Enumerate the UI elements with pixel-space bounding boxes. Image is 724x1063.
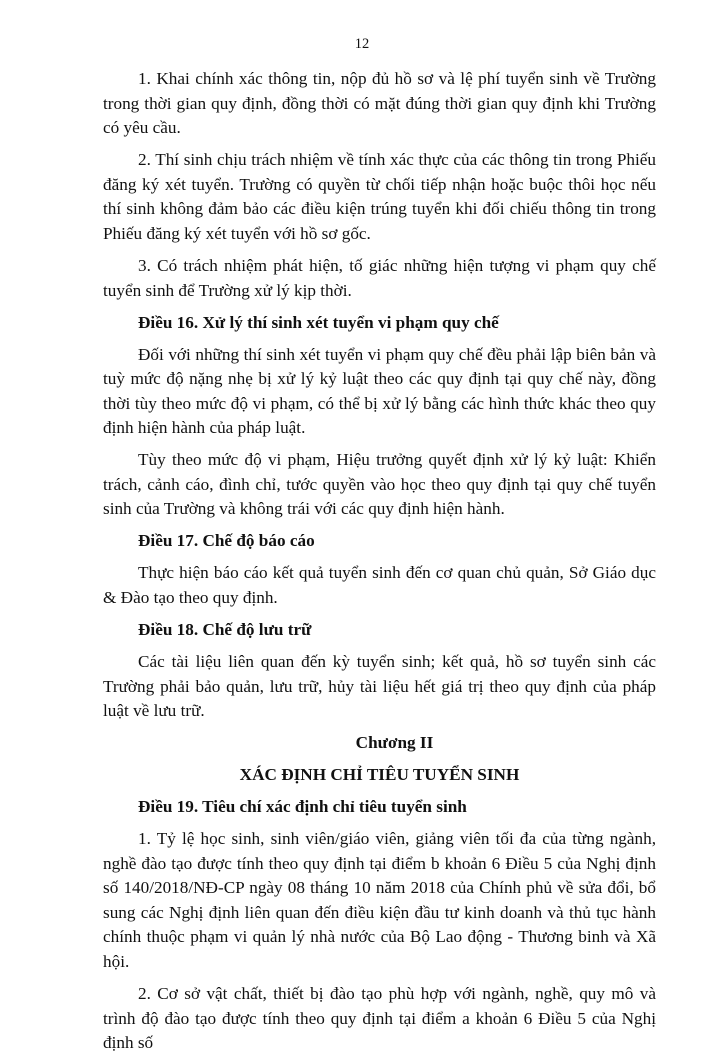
chapter-heading: Chương II: [355, 733, 434, 753]
article-16-paragraph-2: Tùy theo mức độ vi phạm, Hiệu trưởng quyết định xử lý kỷ luật: Khiển trách, cảnh cáo, đình chỉ, tước quyền vào học theo quy định tại quy chế tuyển sinh của Trường và không trái với các quy định hiện hành.: [103, 450, 656, 519]
paragraph-3-report-violations: 3. Có trách nhiệm phát hiện, tố giác những hiện tượng vi phạm quy chế tuyển sinh để Trường xử lý kịp thời.: [103, 255, 656, 300]
article-18-heading: Điều 18. Chế độ lưu trữ: [138, 620, 312, 639]
article-17-paragraph: Thực hiện báo cáo kết quả tuyển sinh đến cơ quan chủ quản, Sở Giáo dục & Đào tạo theo quy định.: [103, 563, 656, 608]
paragraph-2-candidate-responsibility: 2. Thí sinh chịu trách nhiệm về tính xác thực của các thông tin trong Phiếu đăng ký xét tuyển. Trường có quyền từ chối tiếp nhận hoặc buộc thôi học nếu thí sinh không đảm bảo các điều kiện trúng tuyển khi đối chiếu thông tin trong Phiếu đăng ký xét tuyển với hồ sơ gốc.: [103, 150, 656, 243]
article-17-heading: Điều 17. Chế độ báo cáo: [138, 531, 315, 551]
article-19-paragraph-1: 1. Tỷ lệ học sinh, sinh viên/giáo viên, giảng viên tối đa của từng ngành, nghề đào tạo được tính theo quy định tại điểm b khoản 6 Điều 5 của Nghị định số 140/2018/NĐ-CP ngày 08 tháng 10 năm 2018 của Chính phủ về sửa đổi, bổ sung các Nghị định liên quan đến điều kiện đầu tư kinh doanh và thủ tục hành chính thuộc phạm vi quản lý nhà nước của Bộ Lao động - Thương binh và Xã hội.: [103, 829, 656, 972]
article-18-paragraph: Các tài liệu liên quan đến kỳ tuyển sinh; kết quả, hồ sơ tuyển sinh các Trường phải bảo quản, lưu trữ, hủy tài liệu hết giá trị theo quy định của pháp luật về lưu trữ.: [103, 651, 656, 721]
paragraph-1-accurate-info: 1. Khai chính xác thông tin, nộp đủ hồ sơ và lệ phí tuyển sinh về Trường trong thời gian quy định, đồng thời có mặt đúng thời gian quy định khi Trường có yêu cầu.: [103, 69, 656, 138]
article-16-heading: Điều 16. Xử lý thí sinh xét tuyển vi phạm quy chế: [138, 312, 499, 332]
article-16-paragraph-1: Đối với những thí sinh xét tuyển vi phạm quy chế đều phải lập biên bản và tuỳ mức độ nặng nhẹ bị xử lý kỷ luật theo các quy định tại quy chế này, đồng thời tùy theo mức độ vi phạm, có thể bị xử lý bằng các hình thức khác theo quy định hiện hành của pháp luật.: [103, 344, 656, 438]
article-19-heading: Điều 19. Tiêu chí xác định chỉ tiêu tuyển sinh: [138, 797, 467, 817]
document-body: [103, 67, 656, 1063]
article-19-paragraph-2: 2. Cơ sở vật chất, thiết bị đào tạo phù hợp với ngành, nghề, quy mô và trình độ đào tạo được tính theo quy định tại điểm a khoản 6 Điều 5 của Nghị định số: [103, 984, 656, 1053]
page-number: 12: [354, 36, 370, 52]
chapter-title: XÁC ĐỊNH CHỈ TIÊU TUYỂN SINH: [239, 765, 520, 785]
